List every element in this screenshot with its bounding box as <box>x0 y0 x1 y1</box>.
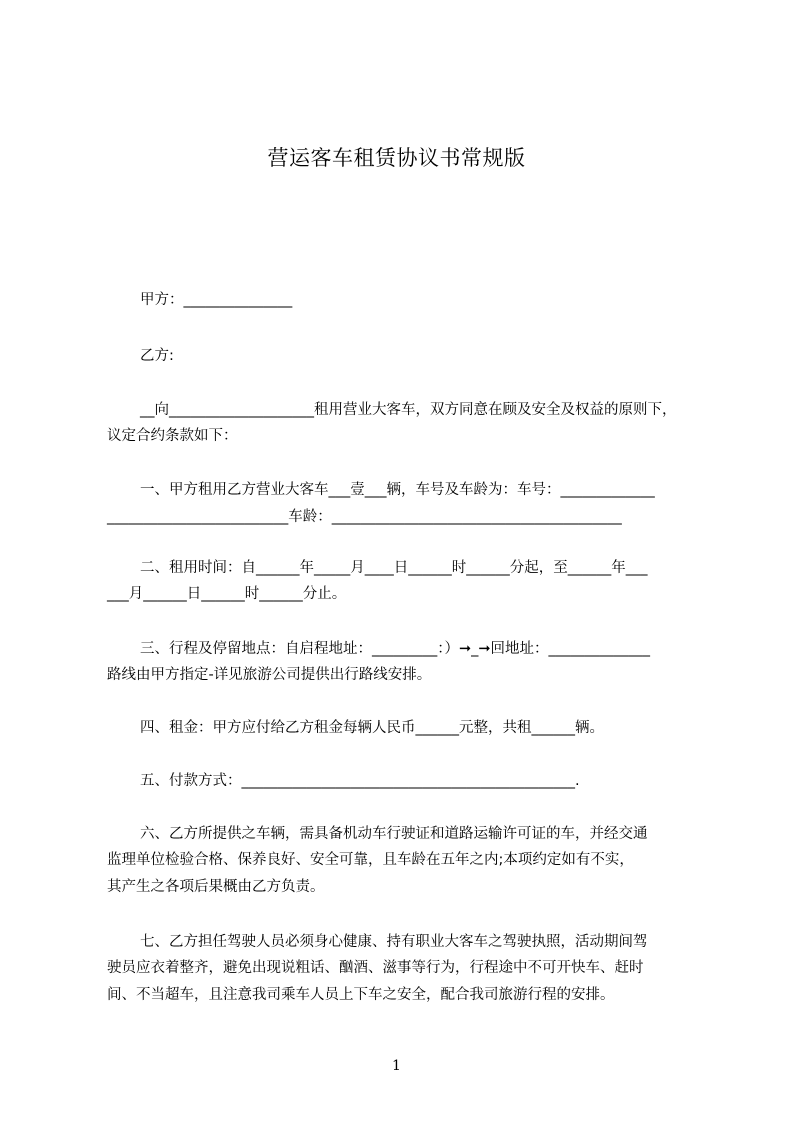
clause-6-line-1: 六、乙方所提供之车辆，需具备机动车行驶证和道路运输许可证的车，并经交通 <box>140 826 648 842</box>
clause-1-line-1: 一、甲方租用乙方营业大客车___壹___辆，车号及车龄为：车号：_____________ <box>140 482 655 498</box>
clause-3-line-1: 三、行程及停留地点：自启程地址：_________：）➞_➞回地址：______________ <box>140 641 651 657</box>
clause-5-line-1: 五、付款方式：______________________________________________. <box>140 773 580 789</box>
party-b-line: 乙方: <box>140 348 174 364</box>
clause-2-line-1: 二、租用时间：自______年_____月____日______时______分起，至______年___ <box>140 560 648 576</box>
clause-4-line-1: 四、租金：甲方应付给乙方租金每辆人民币______元整，共租______辆。 <box>140 720 604 736</box>
clause-6-line-3: 其产生之各项后果概由乙方负责。 <box>107 879 325 895</box>
intro-line-2: 议定合约条款如下： <box>107 428 238 444</box>
clause-7-line-1: 七、乙方担任驾驶人员必须身心健康、持有职业大客车之驾驶执照，活动期间驾 <box>140 934 648 950</box>
clause-7-line-3: 间、不当超车，且注意我司乘车人员上下车之安全，配合我司旅游行程的安排。 <box>107 987 615 1003</box>
party-a-line: 甲方：_______________ <box>140 292 293 308</box>
document-title: 营运客车租赁协议书常规版 <box>267 146 526 170</box>
clause-3-line-2: 路线由甲方指定-详见旅游公司提供出行路线安排。 <box>107 667 432 683</box>
page-number: 1 <box>392 1058 401 1074</box>
clause-2-line-2: ___月______日______时______分止。 <box>107 586 347 602</box>
intro-line-1: __向____________________租用营业大客车，双方同意在顾及安全及权益的原则下， <box>140 402 677 418</box>
clause-1-line-2: _________________________车龄：________________________________________ <box>107 509 622 525</box>
clause-7-line-2: 驶员应衣着整齐，避免出现说粗话、酗酒、滋事等行为，行程途中不可开快车、赶时 <box>107 960 644 976</box>
clause-6-line-2: 监理单位检验合格、保养良好、安全可靠，且车龄在五年之内;本项约定如有不实， <box>107 852 634 868</box>
